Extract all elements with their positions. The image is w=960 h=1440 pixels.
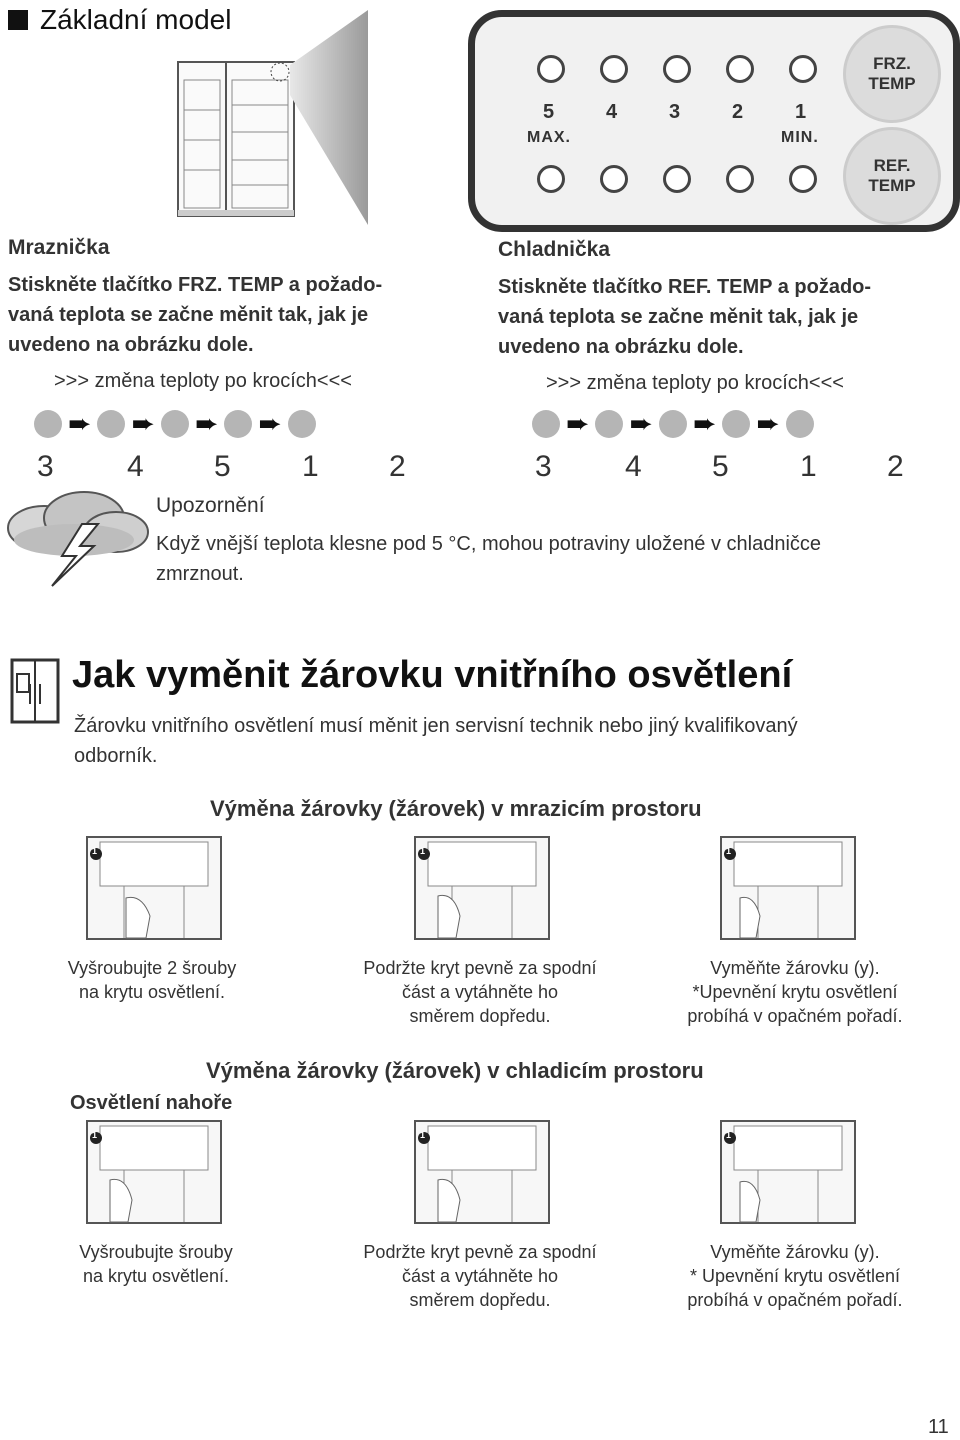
fridge-steps-caption: >>> změna teploty po krocích<<<	[546, 372, 844, 394]
square-bullet-icon	[8, 10, 28, 30]
freezer-step-1-illustration	[86, 836, 222, 940]
indicator-light	[789, 55, 817, 83]
step-dot	[161, 410, 189, 438]
arrow-right-icon: ➨	[692, 408, 717, 439]
frz-temp-button[interactable]: FRZ. TEMP	[843, 25, 941, 123]
min-label: MIN.	[781, 129, 819, 146]
storm-cloud-icon	[4, 484, 154, 588]
fridge-bulb-title: Výměna žárovky (žárovek) v chladicím prostoru	[206, 1058, 704, 1083]
indicator-light	[726, 55, 754, 83]
fridge-instructions: Stiskněte tlačítko REF. TEMP a požado- vaná teplota se začne měnit tak, jak je uvedeno na obrázku dole.	[498, 276, 872, 358]
freezer-label: Mraznička	[8, 236, 110, 259]
indicator-light	[537, 55, 565, 83]
top-light-label: Osvětlení nahoře	[70, 1092, 233, 1114]
bulb-section-title: Jak vyměnit žárovku vnitřního osvětlení	[72, 654, 793, 696]
bulb-intro-line-1: Žárovku vnitřního osvětlení musí měnit jen servisní technik nebo jiný kvalifikovaný	[74, 715, 798, 737]
indicator-light	[726, 165, 754, 193]
fridge-step-3-caption: Vyměňte žárovku (y). * Upevnění krytu osvětlení probíhá v opačném pořadí.	[687, 1242, 903, 1310]
step-dot	[34, 410, 62, 438]
step-marker: 1	[420, 846, 426, 856]
control-panel	[468, 10, 960, 232]
step-dot	[595, 410, 623, 438]
fridge-step-1-illustration	[86, 1120, 222, 1224]
arrow-right-icon: ➨	[629, 408, 653, 439]
indicator-light	[600, 165, 628, 193]
ref-temp-button[interactable]: REF. TEMP	[843, 127, 941, 225]
fridge-step-1-caption: Vyšroubujte šrouby na krytu osvětlení.	[79, 1242, 233, 1286]
bulb-intro-line-2: odborník.	[74, 745, 158, 767]
freezer-step-2-illustration	[414, 836, 550, 940]
step-number: 2	[887, 450, 904, 483]
freezer-step-2-caption: Podržte kryt pevně za spodní část a vytáhněte ho směrem dopředu.	[363, 958, 597, 1026]
freezer-sequence	[34, 410, 424, 490]
warning-title: Upozornění	[156, 494, 265, 517]
arrow-right-icon: ➨	[131, 408, 155, 439]
panel-number: 3	[669, 101, 681, 123]
step-number: 5	[214, 450, 231, 483]
step-dot	[659, 410, 687, 438]
step-marker: 1	[92, 1130, 98, 1140]
step-marker: 1	[92, 846, 98, 856]
step-number: 3	[535, 450, 552, 483]
fridge-sequence	[532, 410, 922, 490]
step-number: 1	[800, 450, 817, 483]
arrow-right-icon: ➨	[68, 408, 92, 439]
fridge-door-icon	[8, 656, 62, 726]
zoom-beam-graphic	[290, 10, 380, 225]
step-marker: 1	[420, 1130, 426, 1140]
panel-number: 4	[606, 101, 618, 123]
step-number: 3	[37, 450, 54, 483]
section-title: Základní model	[8, 4, 231, 36]
step-number: 2	[389, 450, 406, 483]
freezer-bulb-title: Výměna žárovky (žárovek) v mrazicím prostoru	[210, 796, 702, 821]
fridge-step-2-illustration	[414, 1120, 550, 1224]
step-dot	[224, 410, 252, 438]
indicator-light	[789, 165, 817, 193]
step-dot	[97, 410, 125, 438]
warning-line-2: zmrznout.	[156, 563, 244, 585]
freezer-step-1-caption: Vyšroubujte 2 šrouby na krytu osvětlení.	[67, 958, 237, 1002]
freezer-step-3-caption: Vyměňte žárovku (y). *Upevnění krytu osvětlení probíhá v opačném pořadí.	[687, 958, 903, 1026]
indicator-light	[663, 165, 691, 193]
arrow-right-icon: ➨	[756, 408, 780, 439]
freezer-step-3-illustration	[720, 836, 856, 940]
step-dot	[532, 410, 560, 438]
step-number: 4	[127, 450, 144, 483]
fridge-step-3-illustration	[720, 1120, 856, 1224]
refrigerator-illustration	[176, 60, 296, 220]
indicator-light	[537, 165, 565, 193]
arrow-right-icon: ➨	[566, 408, 590, 439]
fridge-step-2-caption: Podržte kryt pevně za spodní část a vytáhněte ho směrem dopředu.	[363, 1242, 597, 1310]
arrow-right-icon: ➨	[258, 408, 282, 439]
freezer-instructions: Stiskněte tlačítko FRZ. TEMP a požado- vaná teplota se začne měnit tak, jak je uvedeno na obrázku dole.	[8, 274, 383, 356]
step-dot	[722, 410, 750, 438]
max-label: MAX.	[527, 129, 571, 146]
arrow-right-icon: ➨	[194, 408, 219, 439]
page-number: 11	[928, 1416, 949, 1438]
panel-number: 5	[543, 101, 555, 123]
step-dot	[288, 410, 316, 438]
step-number: 1	[302, 450, 319, 483]
indicator-light	[600, 55, 628, 83]
panel-number: 1	[795, 101, 807, 123]
freezer-steps-caption: >>> změna teploty po krocích<<<	[54, 370, 352, 392]
warning-line-1: Když vnější teplota klesne pod 5 °C, mohou potraviny uložené v chladničce	[156, 533, 822, 555]
step-dot	[786, 410, 814, 438]
step-marker: 1	[726, 846, 732, 856]
step-number: 4	[625, 450, 642, 483]
step-marker: 1	[726, 1130, 732, 1140]
fridge-label: Chladnička	[498, 238, 611, 261]
indicator-light	[663, 55, 691, 83]
panel-number: 2	[732, 101, 744, 123]
step-number: 5	[712, 450, 729, 483]
